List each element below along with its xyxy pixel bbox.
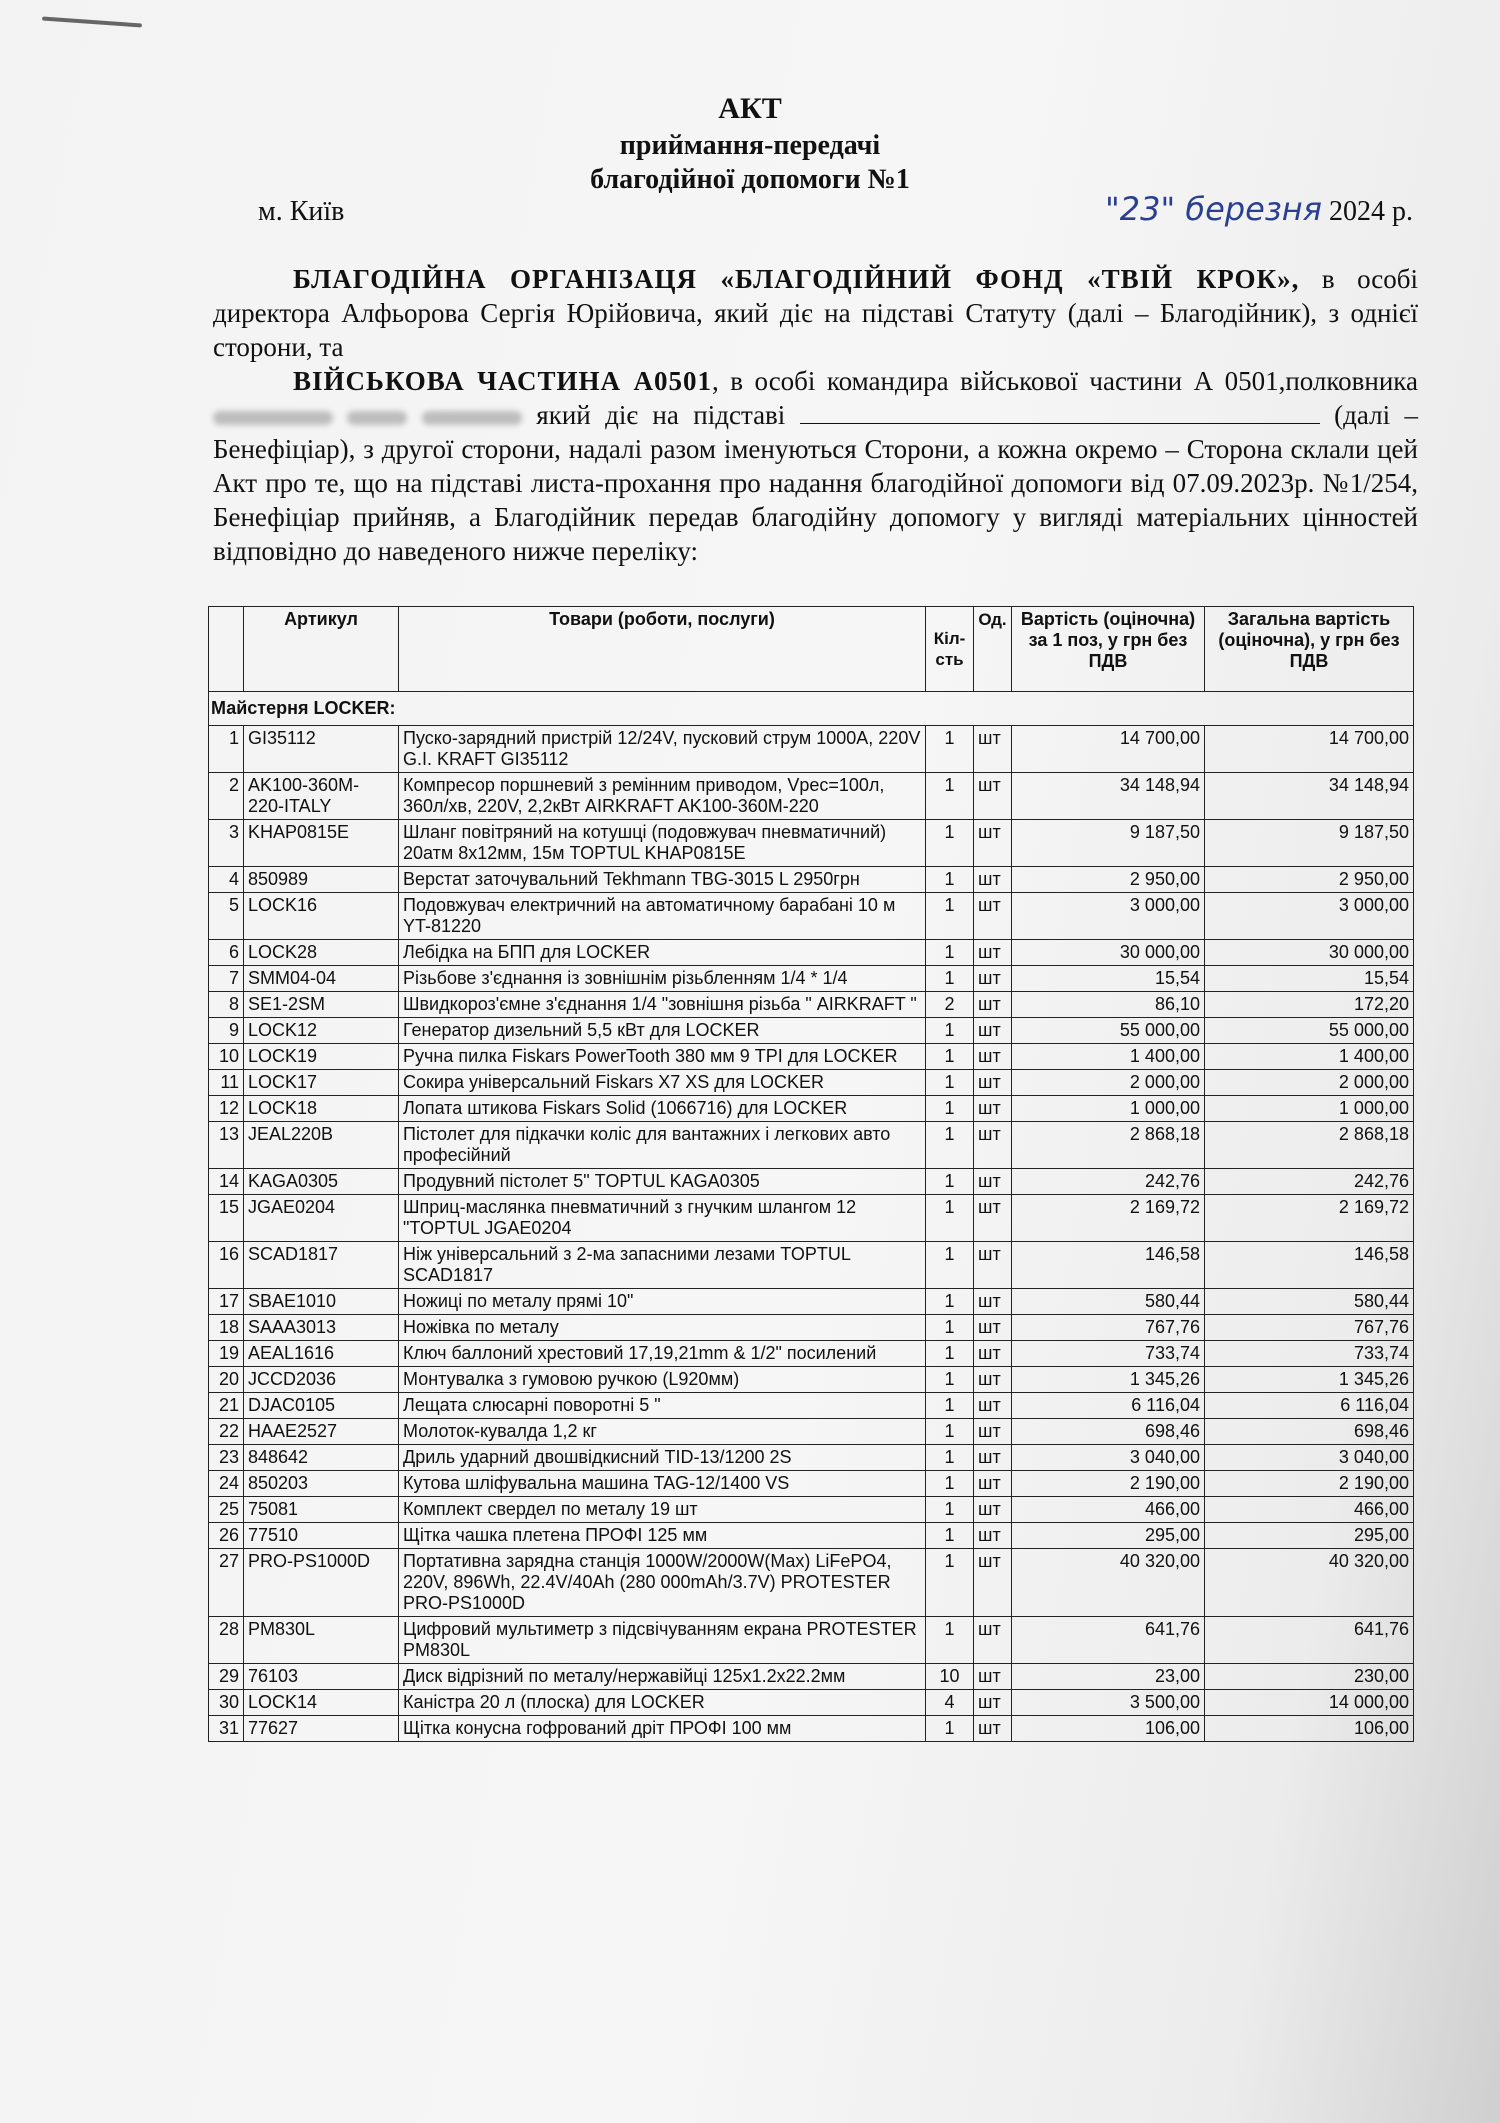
- col-header-unit: Од.: [974, 607, 1012, 692]
- row-price: 2 950,00: [1012, 867, 1205, 893]
- row-number: 3: [209, 820, 244, 867]
- row-qty: 1: [926, 820, 974, 867]
- row-unit: шт: [974, 726, 1012, 773]
- table-row: [209, 1122, 1414, 1169]
- row-qty: 1: [926, 1549, 974, 1617]
- row-price: 2 190,00: [1012, 1471, 1205, 1497]
- row-unit: шт: [974, 992, 1012, 1018]
- row-article: 848642: [244, 1445, 399, 1471]
- row-qty: 1: [926, 773, 974, 820]
- row-qty: 1: [926, 1445, 974, 1471]
- row-total: 1 000,00: [1205, 1096, 1414, 1122]
- row-price: 14 700,00: [1012, 726, 1205, 773]
- row-goods: Кутова шліфувальна машина TAG-12/1400 VS: [399, 1471, 926, 1497]
- row-unit: шт: [974, 1445, 1012, 1471]
- table-row: [209, 1617, 1414, 1664]
- section-label: Майстерня LOCKER:: [209, 692, 1414, 726]
- row-number: 29: [209, 1664, 244, 1690]
- row-total: 295,00: [1205, 1523, 1414, 1549]
- row-article: DJAC0105: [244, 1393, 399, 1419]
- row-qty: 1: [926, 940, 974, 966]
- row-unit: шт: [974, 1242, 1012, 1289]
- col-header-number: [209, 607, 244, 692]
- row-number: 16: [209, 1242, 244, 1289]
- row-total: 9 187,50: [1205, 820, 1414, 867]
- row-total: 3 040,00: [1205, 1445, 1414, 1471]
- intro-paragraph-2: [213, 364, 1418, 568]
- beneficiary-details-b: який діє на підставі: [521, 400, 786, 430]
- row-unit: шт: [974, 1367, 1012, 1393]
- row-number: 22: [209, 1419, 244, 1445]
- row-unit: шт: [974, 820, 1012, 867]
- row-article: 77627: [244, 1716, 399, 1742]
- row-qty: 10: [926, 1664, 974, 1690]
- beneficiary-details-c: (далі – Бенефіціар), з другої сторони, надалі разом іменуються Сторони, а кожна окремо – Сторона склали цей Акт про те, що на підставі листа-прохання про надання благодійної допомоги від 07.09.2023р. №1/254, Бенефіціар прийняв, а Благодійник передав благодійну допомогу у вигляді матеріальних цінностей відповідно до наведеного нижче переліку:: [213, 400, 1419, 566]
- row-unit: шт: [974, 1617, 1012, 1664]
- row-goods: Молоток-кувалда 1,2 кг: [399, 1419, 926, 1445]
- table-row: [209, 1716, 1414, 1742]
- row-article: PRO-PS1000D: [244, 1549, 399, 1617]
- col-header-total: Загальна вартість (оціночна), у грн без ПДВ: [1205, 607, 1414, 692]
- row-number: 8: [209, 992, 244, 1018]
- date-handwritten: "23" березня: [1105, 190, 1322, 228]
- row-goods: Пістолет для підкачки коліс для вантажних і легкових авто професійний: [399, 1122, 926, 1169]
- donor-org: БЛАГОДІЙНА ОРГАНІЗАЦЯ «БЛАГОДІЙНИЙ ФОНД «ТВІЙ КРОК»,: [293, 264, 1300, 294]
- row-qty: 1: [926, 1122, 974, 1169]
- row-unit: шт: [974, 940, 1012, 966]
- row-number: 28: [209, 1617, 244, 1664]
- scan-mark: [42, 17, 142, 28]
- row-goods: Цифровий мультиметр з підсвічуванням екрана PROTESTER PM830L: [399, 1617, 926, 1664]
- row-unit: шт: [974, 867, 1012, 893]
- table-row: [209, 820, 1414, 867]
- doc-title: АКТ: [718, 92, 782, 125]
- row-total: 15,54: [1205, 966, 1414, 992]
- row-article: JCCD2036: [244, 1367, 399, 1393]
- table-row: [209, 1549, 1414, 1617]
- intro-text: [213, 262, 1418, 568]
- row-total: 1 345,26: [1205, 1367, 1414, 1393]
- row-article: PM830L: [244, 1617, 399, 1664]
- row-article: 75081: [244, 1497, 399, 1523]
- row-price: 295,00: [1012, 1523, 1205, 1549]
- table-row: [209, 992, 1414, 1018]
- row-price: 1 000,00: [1012, 1096, 1205, 1122]
- row-unit: шт: [974, 1549, 1012, 1617]
- row-unit: шт: [974, 1122, 1012, 1169]
- row-article: SAAA3013: [244, 1315, 399, 1341]
- row-total: 2 000,00: [1205, 1070, 1414, 1096]
- row-goods: Шланг повітряний на котушці (подовжувач пневматичний) 20атм 8х12мм, 15м TOPTUL KHAP0815E: [399, 820, 926, 867]
- intro-paragraph-1: [213, 262, 1418, 364]
- row-number: 15: [209, 1195, 244, 1242]
- row-unit: шт: [974, 893, 1012, 940]
- row-unit: шт: [974, 1341, 1012, 1367]
- row-number: 14: [209, 1169, 244, 1195]
- table-row: [209, 1044, 1414, 1070]
- row-qty: 1: [926, 1419, 974, 1445]
- row-total: 40 320,00: [1205, 1549, 1414, 1617]
- table-row: [209, 1096, 1414, 1122]
- row-goods: Портативна зарядна станція 1000W/2000W(Max) LiFePO4, 220V, 896Wh, 22.4V/40Ah (280 000mAh/3.7V) PROTESTER PRO-PS1000D: [399, 1549, 926, 1617]
- row-total: 767,76: [1205, 1315, 1414, 1341]
- row-article: SBAE1010: [244, 1289, 399, 1315]
- row-goods: Комплект свердел по металу 19 шт: [399, 1497, 926, 1523]
- row-price: 2 169,72: [1012, 1195, 1205, 1242]
- row-article: SMM04-04: [244, 966, 399, 992]
- col-header-price: Вартість (оціночна) за 1 поз, у грн без ПДВ: [1012, 607, 1205, 692]
- row-price: 3 500,00: [1012, 1690, 1205, 1716]
- row-qty: 1: [926, 1195, 974, 1242]
- row-article: KHAP0815E: [244, 820, 399, 867]
- row-price: 242,76: [1012, 1169, 1205, 1195]
- row-price: 55 000,00: [1012, 1018, 1205, 1044]
- row-qty: 4: [926, 1690, 974, 1716]
- row-qty: 1: [926, 1070, 974, 1096]
- row-qty: 1: [926, 1341, 974, 1367]
- row-qty: 1: [926, 1393, 974, 1419]
- row-article: JEAL220B: [244, 1122, 399, 1169]
- row-unit: шт: [974, 1523, 1012, 1549]
- row-goods: Дриль ударний двошвідкисний TID-13/1200 2S: [399, 1445, 926, 1471]
- row-price: 580,44: [1012, 1289, 1205, 1315]
- row-total: 14 000,00: [1205, 1690, 1414, 1716]
- row-article: SE1-2SM: [244, 992, 399, 1018]
- row-goods: Швидкороз'ємне з'єднання 1/4 "зовнішня різьба " AIRKRAFT ": [399, 992, 926, 1018]
- row-unit: шт: [974, 1169, 1012, 1195]
- table-row: [209, 1315, 1414, 1341]
- row-unit: шт: [974, 1289, 1012, 1315]
- section-row: [209, 692, 1414, 726]
- row-qty: 1: [926, 726, 974, 773]
- table-row: [209, 1242, 1414, 1289]
- beneficiary-details-a: , в особі командира військової частини А 0501,полковника: [712, 366, 1418, 396]
- row-price: 23,00: [1012, 1664, 1205, 1690]
- table-row: [209, 1690, 1414, 1716]
- row-number: 13: [209, 1122, 244, 1169]
- row-number: 10: [209, 1044, 244, 1070]
- col-header-article: Артикул: [244, 607, 399, 692]
- redacted-name-2: [347, 411, 407, 425]
- row-price: 6 116,04: [1012, 1393, 1205, 1419]
- table-row: [209, 1070, 1414, 1096]
- row-total: 2 190,00: [1205, 1471, 1414, 1497]
- row-price: 641,76: [1012, 1617, 1205, 1664]
- signature-blank-line: [800, 401, 1320, 424]
- row-total: 55 000,00: [1205, 1018, 1414, 1044]
- row-price: 3 000,00: [1012, 893, 1205, 940]
- row-unit: шт: [974, 1393, 1012, 1419]
- table-row: [209, 893, 1414, 940]
- row-number: 31: [209, 1716, 244, 1742]
- table-row: [209, 1341, 1414, 1367]
- row-price: 146,58: [1012, 1242, 1205, 1289]
- row-qty: 1: [926, 1471, 974, 1497]
- row-price: 466,00: [1012, 1497, 1205, 1523]
- row-number: 5: [209, 893, 244, 940]
- row-number: 26: [209, 1523, 244, 1549]
- row-article: LOCK14: [244, 1690, 399, 1716]
- row-article: 850989: [244, 867, 399, 893]
- row-qty: 1: [926, 1289, 974, 1315]
- row-goods: Ручна пилка Fiskars PowerTooth 380 мм 9 TPI для LOCKER: [399, 1044, 926, 1070]
- row-goods: Лещата слюсарні поворотні 5 ": [399, 1393, 926, 1419]
- row-total: 1 400,00: [1205, 1044, 1414, 1070]
- table-row: [209, 940, 1414, 966]
- row-number: 25: [209, 1497, 244, 1523]
- row-article: AEAL1616: [244, 1341, 399, 1367]
- row-total: 242,76: [1205, 1169, 1414, 1195]
- row-article: AK100-360M-220-ITALY: [244, 773, 399, 820]
- row-total: 34 148,94: [1205, 773, 1414, 820]
- row-unit: шт: [974, 773, 1012, 820]
- table-row: [209, 1018, 1414, 1044]
- row-number: 6: [209, 940, 244, 966]
- row-goods: Ножиці по металу прямі 10": [399, 1289, 926, 1315]
- row-article: 76103: [244, 1664, 399, 1690]
- row-qty: 1: [926, 1497, 974, 1523]
- row-qty: 1: [926, 867, 974, 893]
- row-total: 580,44: [1205, 1289, 1414, 1315]
- date-year: 2024 р.: [1328, 196, 1413, 227]
- row-goods: Каністра 20 л (плоска) для LOCKER: [399, 1690, 926, 1716]
- row-number: 18: [209, 1315, 244, 1341]
- row-article: LOCK17: [244, 1070, 399, 1096]
- row-total: 3 000,00: [1205, 893, 1414, 940]
- row-goods: Верстат заточувальний Tekhmann TBG-3015 L 2950грн: [399, 867, 926, 893]
- col-header-goods: Товари (роботи, послуги): [399, 607, 926, 692]
- table-row: [209, 1497, 1414, 1523]
- row-number: 2: [209, 773, 244, 820]
- row-goods: Лебідка на БПП для LOCKER: [399, 940, 926, 966]
- row-goods: Диск відрізний по металу/нержавійці 125x1.2x22.2мм: [399, 1664, 926, 1690]
- beneficiary-org: ВІЙСЬКОВА ЧАСТИНА А0501: [293, 366, 713, 396]
- row-number: 11: [209, 1070, 244, 1096]
- row-unit: шт: [974, 1664, 1012, 1690]
- row-unit: шт: [974, 1070, 1012, 1096]
- row-total: 146,58: [1205, 1242, 1414, 1289]
- row-qty: 1: [926, 1018, 974, 1044]
- row-article: KAGA0305: [244, 1169, 399, 1195]
- table-row: [209, 1523, 1414, 1549]
- row-qty: 1: [926, 1716, 974, 1742]
- row-price: 106,00: [1012, 1716, 1205, 1742]
- row-unit: шт: [974, 1497, 1012, 1523]
- row-unit: шт: [974, 1018, 1012, 1044]
- row-total: 2 169,72: [1205, 1195, 1414, 1242]
- row-goods: Компресор поршневий з ремінним приводом, Vрес=100л, 360л/хв, 220V, 2,2кВт AIRKRAFT AK100-360M-220: [399, 773, 926, 820]
- row-qty: 1: [926, 1044, 974, 1070]
- redacted-name: [213, 411, 333, 425]
- row-price: 3 040,00: [1012, 1445, 1205, 1471]
- table-row: [209, 1445, 1414, 1471]
- row-qty: 1: [926, 1169, 974, 1195]
- row-total: 466,00: [1205, 1497, 1414, 1523]
- row-unit: шт: [974, 1044, 1012, 1070]
- row-article: LOCK28: [244, 940, 399, 966]
- row-unit: шт: [974, 966, 1012, 992]
- donor-details: в особі директора Алфьорова Сергія Юрійовича, який діє на підставі Статуту (далі – Благодійник), з однієї сторони, та: [213, 264, 1418, 362]
- row-goods: Щітка чашка плетена ПРОФІ 125 мм: [399, 1523, 926, 1549]
- row-total: 6 116,04: [1205, 1393, 1414, 1419]
- row-price: 1 400,00: [1012, 1044, 1205, 1070]
- row-goods: Сокира універсальний Fiskars X7 XS для LOCKER: [399, 1070, 926, 1096]
- row-price: 30 000,00: [1012, 940, 1205, 966]
- row-qty: 1: [926, 1523, 974, 1549]
- table-row: [209, 1419, 1414, 1445]
- row-price: 2 000,00: [1012, 1070, 1205, 1096]
- table-header-row: [209, 607, 1414, 692]
- row-unit: шт: [974, 1690, 1012, 1716]
- table-row: [209, 1169, 1414, 1195]
- row-article: 77510: [244, 1523, 399, 1549]
- row-price: 1 345,26: [1012, 1367, 1205, 1393]
- col-header-qty: Кіл-сть: [926, 607, 974, 692]
- row-article: LOCK12: [244, 1018, 399, 1044]
- row-article: 850203: [244, 1471, 399, 1497]
- date: [1105, 190, 1413, 228]
- doc-subtitle: приймання-передачі: [619, 130, 881, 161]
- items-table: [208, 606, 1414, 1742]
- row-number: 7: [209, 966, 244, 992]
- row-goods: Лопата штикова Fiskars Solid (1066716) для LOCKER: [399, 1096, 926, 1122]
- row-price: 767,76: [1012, 1315, 1205, 1341]
- row-number: 24: [209, 1471, 244, 1497]
- row-number: 30: [209, 1690, 244, 1716]
- table-row: [209, 1289, 1414, 1315]
- row-goods: Шприц-маслянка пневматичний з гнучким шлангом 12 "TOPTUL JGAE0204: [399, 1195, 926, 1242]
- table-row: [209, 966, 1414, 992]
- row-unit: шт: [974, 1315, 1012, 1341]
- row-goods: Різьбове з'єднання із зовнішнім різьбленням 1/4 * 1/4: [399, 966, 926, 992]
- table-row: [209, 1195, 1414, 1242]
- row-goods: Подовжувач електричний на автоматичному барабані 10 м YT-81220: [399, 893, 926, 940]
- row-unit: шт: [974, 1419, 1012, 1445]
- row-price: 34 148,94: [1012, 773, 1205, 820]
- row-number: 4: [209, 867, 244, 893]
- row-article: JGAE0204: [244, 1195, 399, 1242]
- row-goods: Продувний пістолет 5" TOPTUL KAGA0305: [399, 1169, 926, 1195]
- table-row: [209, 1367, 1414, 1393]
- table-row: [209, 1471, 1414, 1497]
- row-qty: 1: [926, 1617, 974, 1664]
- city: м. Київ: [258, 196, 345, 227]
- row-total: 106,00: [1205, 1716, 1414, 1742]
- row-article: HAAE2527: [244, 1419, 399, 1445]
- row-total: 698,46: [1205, 1419, 1414, 1445]
- row-total: 14 700,00: [1205, 726, 1414, 773]
- row-article: SCAD1817: [244, 1242, 399, 1289]
- row-goods: Монтувалка з гумовою ручкою (L920мм): [399, 1367, 926, 1393]
- table-row: [209, 1393, 1414, 1419]
- row-number: 21: [209, 1393, 244, 1419]
- row-qty: 1: [926, 1096, 974, 1122]
- row-article: LOCK18: [244, 1096, 399, 1122]
- table-row: [209, 867, 1414, 893]
- row-qty: 2: [926, 992, 974, 1018]
- row-article: GI35112: [244, 726, 399, 773]
- row-number: 1: [209, 726, 244, 773]
- row-number: 23: [209, 1445, 244, 1471]
- row-qty: 1: [926, 893, 974, 940]
- row-total: 641,76: [1205, 1617, 1414, 1664]
- row-price: 9 187,50: [1012, 820, 1205, 867]
- row-qty: 1: [926, 1315, 974, 1341]
- row-price: 698,46: [1012, 1419, 1205, 1445]
- row-total: 30 000,00: [1205, 940, 1414, 966]
- row-price: 86,10: [1012, 992, 1205, 1018]
- row-total: 733,74: [1205, 1341, 1414, 1367]
- row-unit: шт: [974, 1471, 1012, 1497]
- table-row: [209, 726, 1414, 773]
- row-total: 172,20: [1205, 992, 1414, 1018]
- row-number: 27: [209, 1549, 244, 1617]
- row-goods: Пуско-зарядний пристрій 12/24V, пусковий струм 1000A, 220V G.I. KRAFT GI35112: [399, 726, 926, 773]
- row-number: 19: [209, 1341, 244, 1367]
- table-row: [209, 773, 1414, 820]
- redacted-name-3: [422, 411, 522, 425]
- row-qty: 1: [926, 966, 974, 992]
- row-number: 20: [209, 1367, 244, 1393]
- row-price: 733,74: [1012, 1341, 1205, 1367]
- row-price: 40 320,00: [1012, 1549, 1205, 1617]
- row-number: 17: [209, 1289, 244, 1315]
- row-total: 230,00: [1205, 1664, 1414, 1690]
- row-unit: шт: [974, 1195, 1012, 1242]
- row-total: 2 950,00: [1205, 867, 1414, 893]
- row-qty: 1: [926, 1242, 974, 1289]
- row-number: 9: [209, 1018, 244, 1044]
- row-goods: Щітка конусна гофрований дріт ПРОФІ 100 мм: [399, 1716, 926, 1742]
- row-unit: шт: [974, 1716, 1012, 1742]
- row-article: LOCK19: [244, 1044, 399, 1070]
- doc-subtitle-2: благодійної допомоги №1: [590, 164, 910, 195]
- row-total: 2 868,18: [1205, 1122, 1414, 1169]
- table-row: [209, 1664, 1414, 1690]
- row-goods: Ключ баллоний хрестовий 17,19,21mm & 1/2" посилений: [399, 1341, 926, 1367]
- row-goods: Ножівка по металу: [399, 1315, 926, 1341]
- row-price: 2 868,18: [1012, 1122, 1205, 1169]
- row-qty: 1: [926, 1367, 974, 1393]
- row-number: 12: [209, 1096, 244, 1122]
- row-unit: шт: [974, 1096, 1012, 1122]
- row-goods: Генератор дизельний 5,5 кВт для LOCKER: [399, 1018, 926, 1044]
- row-price: 15,54: [1012, 966, 1205, 992]
- row-goods: Ніж універсальний з 2-ма запасними лезами TOPTUL SCAD1817: [399, 1242, 926, 1289]
- row-article: LOCK16: [244, 893, 399, 940]
